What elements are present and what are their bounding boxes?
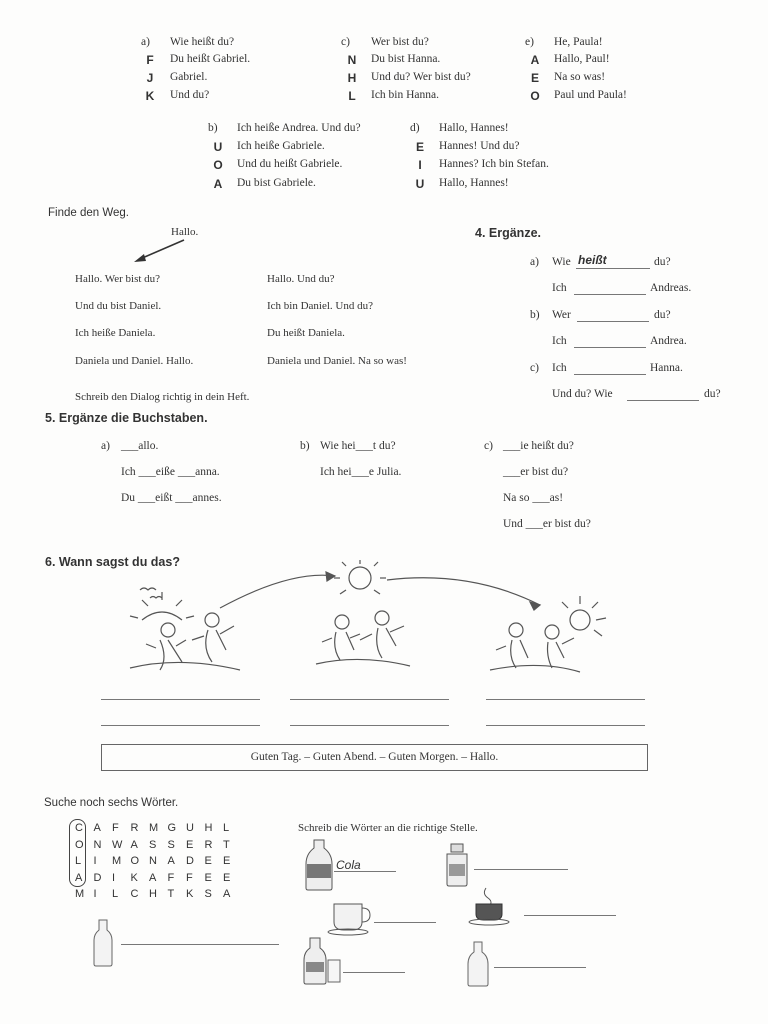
grid-letter[interactable]: W [112, 838, 123, 851]
handwritten-answer: Cola [336, 858, 361, 872]
answer-blank[interactable] [627, 400, 699, 401]
option-text[interactable]: Ich bin Hanna. [371, 89, 440, 101]
fill-in-line[interactable]: Na so ___as! [503, 492, 564, 504]
option-text[interactable]: Gabriel. [170, 71, 208, 83]
answer-blank[interactable] [576, 268, 650, 269]
answer-line[interactable] [101, 699, 260, 700]
grid-letter[interactable]: N [149, 855, 157, 867]
option-text[interactable]: Hallo, Hannes! [439, 177, 509, 189]
answer-line[interactable] [101, 725, 260, 726]
option-text[interactable]: Hannes! Und du? [439, 140, 520, 152]
answer-line[interactable] [524, 915, 616, 916]
answer-line[interactable] [290, 699, 449, 700]
text: Ich [552, 282, 567, 294]
option-text[interactable]: Du bist Hanna. [371, 53, 441, 65]
item-label: b) [530, 309, 540, 321]
grid-letter[interactable]: A [75, 871, 83, 884]
fill-in-line[interactable]: Ich hei___e Julia. [320, 466, 402, 478]
section-title: Finde den Weg. [48, 207, 129, 219]
grid-letter[interactable]: S [167, 838, 175, 851]
grid-letter[interactable]: S [204, 888, 212, 900]
item-label: a) [101, 440, 110, 452]
option-letter: L [348, 89, 356, 103]
dialog-line: Und du bist Daniel. [75, 300, 162, 312]
dialog-line: Daniela und Daniel. Hallo. [75, 355, 194, 367]
fill-in-line[interactable]: Und ___er bist du? [503, 518, 591, 530]
option-text[interactable]: Hallo, Paul! [554, 53, 610, 65]
cola-highlight-oval [69, 819, 86, 887]
grid-letter[interactable]: O [75, 838, 84, 851]
word-search-grid [75, 820, 242, 903]
grid-row [75, 870, 242, 887]
text: Andreas. [650, 282, 692, 294]
grid-letter[interactable]: R [204, 838, 213, 851]
grid-letter[interactable]: E [186, 838, 194, 851]
option-letter: I [418, 158, 422, 172]
group-label: e) [525, 36, 534, 48]
text: Andrea. [650, 335, 687, 347]
option-text[interactable]: Du bist Gabriele. [237, 177, 316, 189]
item-label: c) [530, 362, 539, 374]
answer-line[interactable] [486, 725, 645, 726]
answer-line[interactable] [343, 972, 405, 973]
option-text[interactable]: Hannes? Ich bin Stefan. [439, 158, 549, 170]
grid-letter[interactable]: H [204, 822, 213, 834]
grid-row [75, 886, 242, 903]
option-letter: H [347, 71, 357, 85]
milk-bottle-icon [92, 918, 114, 968]
option-letter: O [213, 158, 223, 172]
arrow-icon [130, 236, 188, 266]
group-prompt: Wer bist du? [371, 36, 429, 48]
option-letter: F [146, 53, 154, 67]
option-text[interactable]: Und du? Wer bist du? [371, 71, 471, 83]
grid-letter[interactable]: F [167, 871, 175, 884]
grid-letter[interactable]: D [186, 855, 194, 867]
grid-letter[interactable]: S [149, 838, 157, 851]
answer-blank[interactable] [574, 347, 646, 348]
option-text[interactable]: Du heißt Gabriel. [170, 53, 251, 65]
grid-letter[interactable]: I [93, 855, 97, 867]
item-label: b) [300, 440, 310, 452]
dialog-line: Daniela und Daniel. Na so was! [267, 355, 407, 367]
grid-row [75, 853, 242, 870]
option-letter: E [530, 71, 539, 85]
water-bottle-icon [464, 940, 492, 988]
answer-line[interactable] [290, 725, 449, 726]
dialog-line: Hallo. Wer bist du? [75, 273, 161, 285]
group-label: a) [141, 36, 150, 48]
answer-line[interactable] [474, 869, 568, 870]
text: Ich [552, 362, 567, 374]
group-prompt: Ich heiße Andrea. Und du? [237, 122, 361, 134]
fill-in-line[interactable]: ___er bist du? [503, 466, 569, 478]
grid-letter[interactable]: M [112, 855, 122, 867]
section-title: Suche noch sechs Wörter. [44, 797, 179, 809]
grid-row [75, 837, 242, 854]
grid-letter[interactable]: A [149, 871, 157, 884]
item-label: c) [484, 440, 493, 452]
grid-letter[interactable]: A [93, 822, 101, 834]
grid-letter[interactable]: T [167, 888, 175, 900]
grid-letter[interactable]: M [149, 822, 159, 834]
option-letter: U [213, 140, 223, 154]
fill-in-line[interactable]: Du ___eißt ___annes. [121, 492, 222, 504]
tea-cup-icon [326, 896, 372, 936]
answer-blank[interactable] [574, 374, 646, 375]
grid-letter[interactable]: M [75, 888, 85, 900]
grid-letter[interactable]: E [204, 855, 212, 867]
answer-line[interactable] [374, 922, 436, 923]
group-label: b) [208, 122, 218, 134]
group-prompt: He, Paula! [554, 36, 603, 48]
grid-letter[interactable]: R [130, 822, 139, 834]
fill-in-line[interactable]: ___allo. [121, 440, 159, 452]
option-text[interactable]: Und du heißt Gabriele. [237, 158, 343, 170]
day-scene-illustration [120, 560, 620, 680]
option-letter: E [415, 140, 424, 154]
group-prompt: Hallo, Hannes! [439, 122, 509, 134]
answer-line[interactable] [486, 699, 645, 700]
grid-letter[interactable]: E [223, 871, 231, 884]
text: du? [654, 256, 671, 268]
grid-letter[interactable]: C [75, 822, 83, 834]
grid-letter[interactable]: G [167, 822, 177, 834]
grid-letter[interactable]: H [149, 888, 157, 900]
group-label: c) [341, 36, 350, 48]
text: Wer [552, 309, 571, 321]
answer-blank[interactable] [574, 294, 646, 295]
text: Und du? Wie [552, 388, 613, 400]
option-letter: J [146, 71, 154, 85]
grid-letter[interactable]: D [93, 871, 102, 884]
grid-letter[interactable]: K [186, 888, 194, 900]
text: Hanna. [650, 362, 683, 374]
section-title: 6. Wann sagst du das? [45, 555, 180, 569]
answer-line[interactable] [494, 967, 586, 968]
grid-letter[interactable]: E [223, 855, 231, 867]
group-label: d) [410, 122, 420, 134]
coffee-cup-icon [466, 884, 514, 926]
answer-line[interactable] [334, 871, 396, 872]
section-title: 4. Ergänze. [475, 226, 541, 240]
grid-letter[interactable]: A [130, 838, 138, 851]
fill-in-line[interactable]: ___ie heißt du? [503, 440, 574, 452]
grid-row [75, 820, 242, 837]
grid-letter[interactable]: E [204, 871, 212, 884]
option-text[interactable]: Na so was! [554, 71, 606, 83]
grid-letter[interactable]: F [186, 871, 193, 884]
answer-line[interactable] [121, 944, 279, 945]
text: du? [654, 309, 671, 321]
option-letter: A [530, 53, 540, 67]
grid-letter[interactable]: I [112, 871, 116, 884]
grid-letter[interactable]: T [223, 838, 230, 851]
dialog-line: Ich heiße Daniela. [75, 327, 156, 339]
text: du? [704, 388, 721, 400]
grid-letter[interactable]: L [112, 888, 119, 900]
option-letter: A [213, 177, 223, 191]
fill-in-line[interactable]: Wie hei___t du? [320, 440, 396, 452]
grid-letter[interactable]: L [75, 855, 82, 867]
option-letter: O [530, 89, 540, 103]
option-letter: N [347, 53, 357, 67]
grid-letter[interactable]: C [130, 888, 139, 900]
option-text[interactable]: Ich heiße Gabriele. [237, 140, 325, 152]
grid-letter[interactable]: K [130, 871, 138, 884]
dialog-line: Ich bin Daniel. Und du? [267, 300, 373, 312]
dialog-line: Hallo. Und du? [267, 273, 335, 285]
fill-in-line[interactable]: Ich ___eiße ___anna. [121, 466, 220, 478]
grid-letter[interactable]: U [186, 822, 194, 834]
option-letter: U [415, 177, 425, 191]
section-title: 5. Ergänze die Buchstaben. [45, 411, 208, 425]
text: Ich [552, 335, 567, 347]
grid-letter[interactable]: O [130, 855, 140, 867]
dialog-start: Hallo. [171, 226, 199, 238]
option-text[interactable]: Und du? [170, 89, 210, 101]
dialog-line: Du heißt Daniela. [267, 327, 345, 339]
instruction: Schreib den Dialog richtig in dein Heft. [75, 391, 250, 403]
item-label: a) [530, 256, 539, 268]
answer-blank[interactable] [577, 321, 649, 322]
option-text[interactable]: Paul und Paula! [554, 89, 627, 101]
grid-letter[interactable]: F [112, 822, 119, 834]
lemonade-glass-icon [302, 936, 344, 986]
grid-letter[interactable]: A [223, 888, 231, 900]
instruction: Schreib die Wörter an die richtige Stelle. [298, 822, 478, 834]
grid-letter[interactable]: I [93, 888, 97, 900]
grid-letter[interactable]: N [93, 838, 102, 851]
grid-letter[interactable]: A [167, 855, 175, 867]
handwritten-answer: heißt [578, 253, 607, 267]
text: Wie [552, 256, 571, 268]
grid-letter[interactable]: L [223, 822, 230, 834]
cola-bottle-icon [304, 838, 334, 892]
group-prompt: Wie heißt du? [170, 36, 235, 48]
word-box: Guten Tag. – Guten Abend. – Guten Morgen. – Hallo. [101, 744, 648, 771]
juice-bottle-icon [443, 842, 471, 888]
option-letter: K [145, 89, 155, 103]
